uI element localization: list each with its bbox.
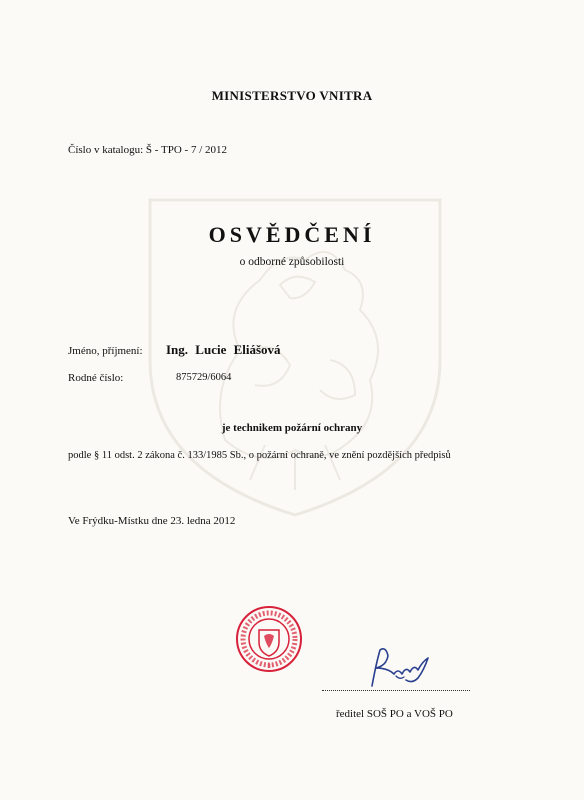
signature-line [322,690,470,691]
signatory-title: ředitel SOŠ PO a VOŠ PO [336,708,453,720]
svg-text:3: 3 [267,664,271,670]
ministry-heading: MINISTERSTVO VNITRA [211,88,373,103]
certificate-subtitle: o odborné způsobilosti [239,256,345,268]
legal-basis: podle § 11 odst. 2 zákona č. 133/1985 Sb., o požární ochraně, ve znění pozdějších předpisů [68,450,451,461]
place-and-date: Ve Frýdku-Místku dne 23. ledna 2012 [68,515,236,527]
name-label: Jméno, příjmení: [68,345,143,357]
name-value: Ing. Lucie Eliášová [166,342,281,357]
birth-number-label: Rodné číslo: [68,372,124,384]
catalog-number: Číslo v katalogu: Š - TPO - 7 / 2012 [68,144,227,156]
certificate-title: OSVĚDČENÍ [208,222,376,247]
handwritten-signature [366,644,438,690]
role-statement: je technikem požární ochrany [221,422,363,434]
school-stamp [234,604,304,674]
birth-number-value: 875729/6064 [176,372,232,383]
